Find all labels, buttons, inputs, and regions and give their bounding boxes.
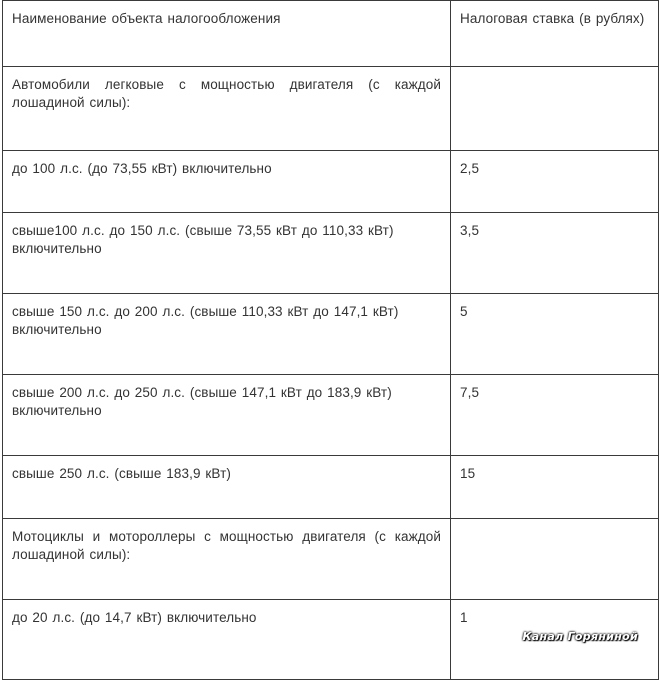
object-cell: Мотоциклы и мотороллеры с мощностью двигателя (с каждой лошадиной силы): bbox=[3, 519, 451, 600]
tax-rate-table bbox=[2, 0, 659, 680]
header-rate-cell: Налоговая ставка (в рублях) bbox=[451, 1, 659, 67]
rate-cell bbox=[451, 519, 659, 600]
rate-cell: 1 bbox=[451, 600, 659, 680]
table-row bbox=[3, 456, 659, 519]
object-cell: свыше 200 л.с. до 250 л.с. (свыше 147,1 кВт до 183,9 кВт) включительно bbox=[3, 375, 451, 456]
table-row bbox=[3, 67, 659, 151]
object-cell: Автомобили легковые с мощностью двигателя (с каждой лошадиной силы): bbox=[3, 67, 451, 151]
table-row bbox=[3, 213, 659, 294]
object-cell: до 20 л.с. (до 14,7 кВт) включительно bbox=[3, 600, 451, 680]
object-cell: до 100 л.с. (до 73,55 кВт) включительно bbox=[3, 151, 451, 213]
header-object-cell: Наименование объекта налогообложения bbox=[3, 1, 451, 67]
table-row bbox=[3, 151, 659, 213]
table-row bbox=[3, 519, 659, 600]
rate-cell: 3,5 bbox=[451, 213, 659, 294]
object-cell: свыше 150 л.с. до 200 л.с. (свыше 110,33 кВт до 147,1 кВт) включительно bbox=[3, 294, 451, 375]
rate-cell: 5 bbox=[451, 294, 659, 375]
rate-cell: 2,5 bbox=[451, 151, 659, 213]
rate-cell: 15 bbox=[451, 456, 659, 519]
object-cell: свыше 250 л.с. (свыше 183,9 кВт) bbox=[3, 456, 451, 519]
rate-cell: 7,5 bbox=[451, 375, 659, 456]
table-row bbox=[3, 375, 659, 456]
object-cell: свыше100 л.с. до 150 л.с. (свыше 73,55 кВт до 110,33 кВт) включительно bbox=[3, 213, 451, 294]
table-header-row bbox=[3, 1, 659, 67]
channel-watermark: Канал Горяниной bbox=[522, 630, 638, 643]
rate-cell bbox=[451, 67, 659, 151]
table-row bbox=[3, 294, 659, 375]
